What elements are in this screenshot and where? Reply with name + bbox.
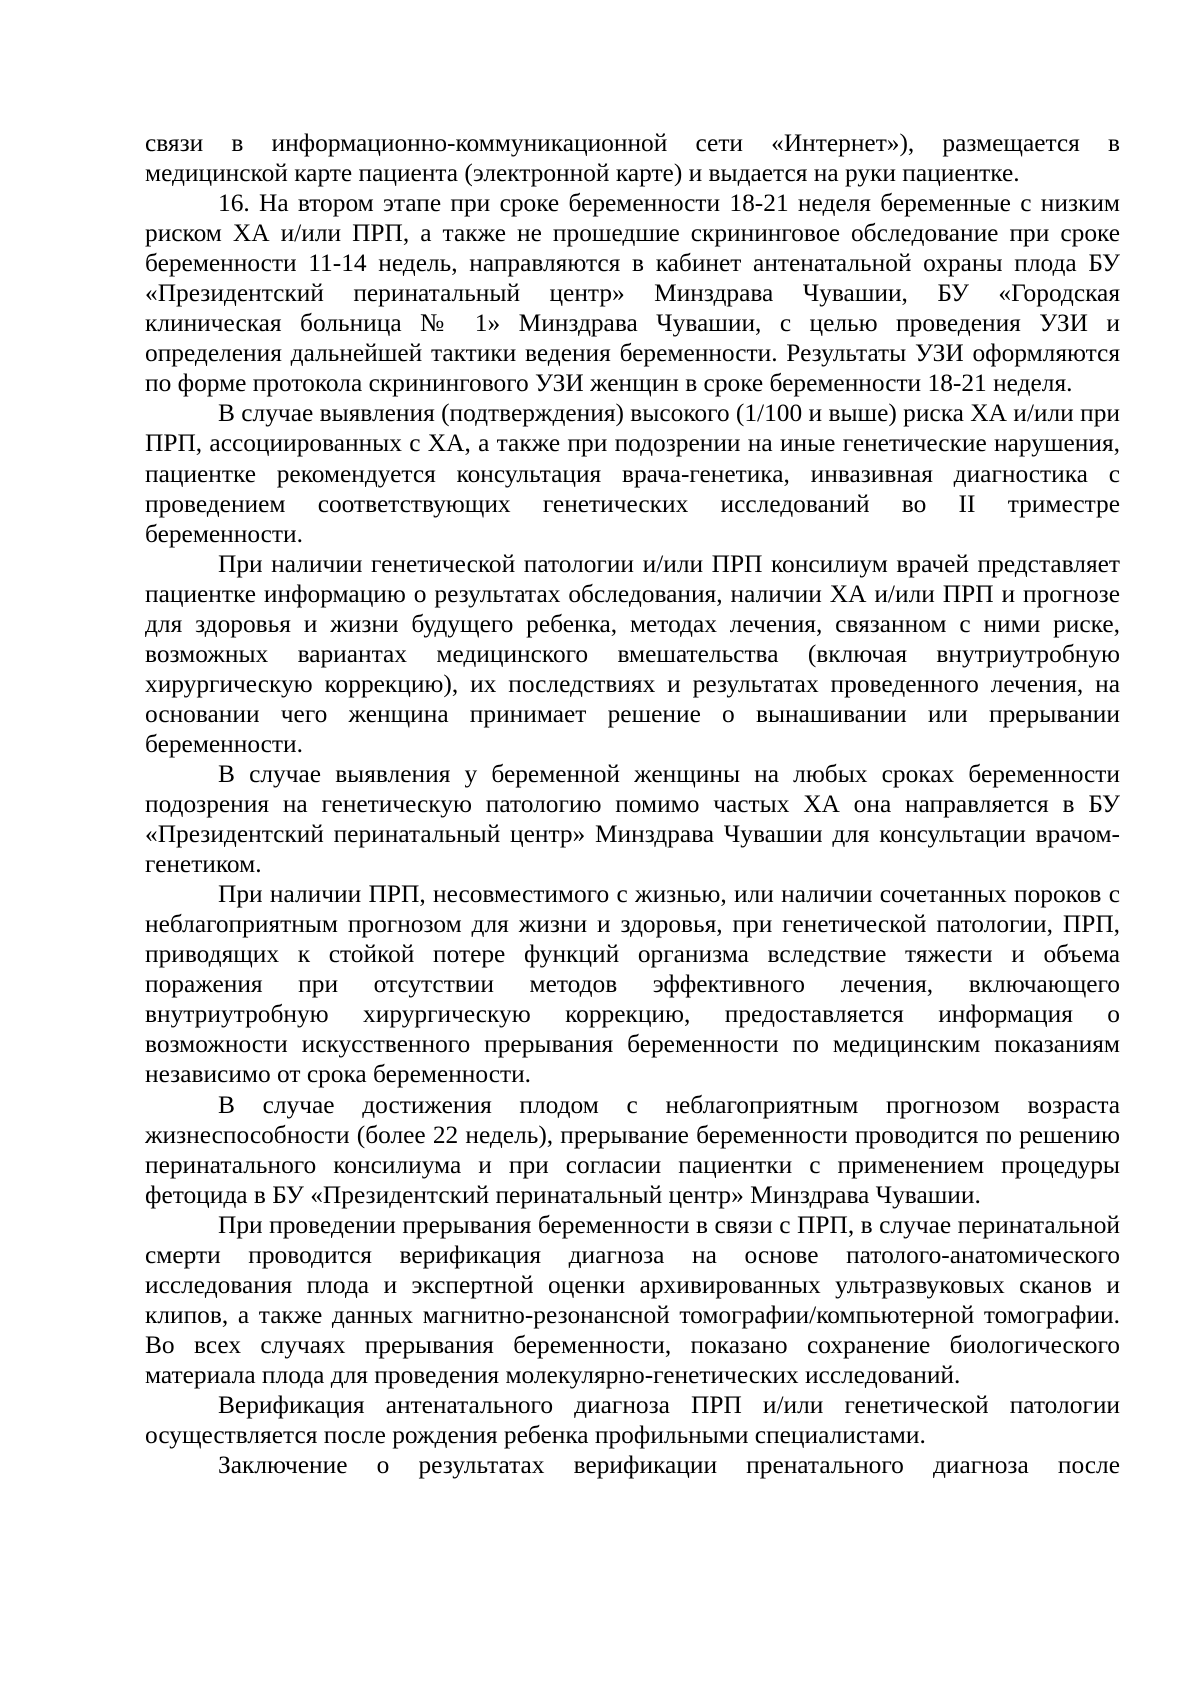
paragraph-4: При наличии генетической патологии и/или ПРП консилиум врачей представляет пациентке информацию о результатах обследования, наличии ХА и/или ПРП и прогнозе для здоровья и жизни будущего ребенка, методах лечения, связанном с ними риске, возможных вариантах медицинского вмешательства (включая внутриутробную хирургическую коррекцию), их последствиях и результатах проведенного лечения, на основании чего женщина принимает решение о вынашивании или прерывании беременности. <box>145 549 1120 758</box>
paragraph-6: При наличии ПРП, несовместимого с жизнью, или наличии сочетанных пороков с неблагоприятным прогнозом для жизни и здоровья, при генетической патологии, ПРП, приводящих к стойкой потере функций организма вследствие тяжести и объема поражения при отсутствии методов эффективного лечения, включающего внутриутробную хирургическую коррекцию, предоставляется информация о возможности искусственного прерывания беременности по медицинским показаниям независимо от срока беременности. <box>145 880 1120 1089</box>
paragraph-5: В случае выявления у беременной женщины на любых сроках беременности подозрения на генетическую патологию помимо частых ХА она направляется в БУ «Президентский перинатальный центр» Минздрава Чувашии для консультации врачом-генетиком. <box>145 759 1120 879</box>
paragraph-10: Заключение о результатах верификации пренатального диагноза после <box>218 1451 1120 1480</box>
paragraph-9: Верификация антенатального диагноза ПРП и/или генетической патологии осуществляется после рождения ребенка профильными специалистами. <box>145 1390 1120 1450</box>
paragraph-3: В случае выявления (подтверждения) высокого (1/100 и выше) риска ХА и/или при ПРП, ассоциированных с ХА, а также при подозрении на иные генетические нарушения, пациентке рекомендуется консультация врача-генетика, инвазивная диагностика с проведением соответствующих генетических исследований во II триместре беременности. <box>145 399 1120 548</box>
document-page <box>145 128 1120 1480</box>
paragraph-1: связи в информационно-коммуникационной сети «Интернет»), размещается в медицинской карте пациента (электронной карте) и выдается на руки пациентке. <box>145 129 1120 188</box>
paragraph-2: 16. На втором этапе при сроке беременности 18-21 неделя беременные с низким риском ХА и/или ПРП, а также не прошедшие скрининговое обследование при сроке беременности 11-14 недель, направляются в кабинет антенатальной охраны плода БУ «Президентский перинатальный центр» Минздрава Чувашии, БУ «Городская клиническая больница № 1» Минздрава Чувашии, с целью проведения УЗИ и определения дальнейшей тактики ведения беременности. Результаты УЗИ оформляются по форме протокола скринингового УЗИ женщин в сроке беременности 18-21 неделя. <box>145 189 1120 398</box>
paragraph-7: В случае достижения плодом с неблагоприятным прогнозом возраста жизнеспособности (более 22 недель), прерывание беременности проводится по решению перинатального консилиума и при согласии пациентки с применением процедуры фетоцида в БУ «Президентский перинатальный центр» Минздрава Чувашии. <box>145 1090 1120 1209</box>
paragraph-8: При проведении прерывания беременности в связи с ПРП, в случае перинатальной смерти проводится верификация диагноза на основе патолого-анатомического исследования плода и экспертной оценки архивированных ультразвуковых сканов и клипов, а также данных магнитно-резонансной томографии/компьютерной томографии. Во всех случаях прерывания беременности, показано сохранение биологического материала плода для проведения молекулярно-генетических исследований. <box>145 1210 1120 1389</box>
